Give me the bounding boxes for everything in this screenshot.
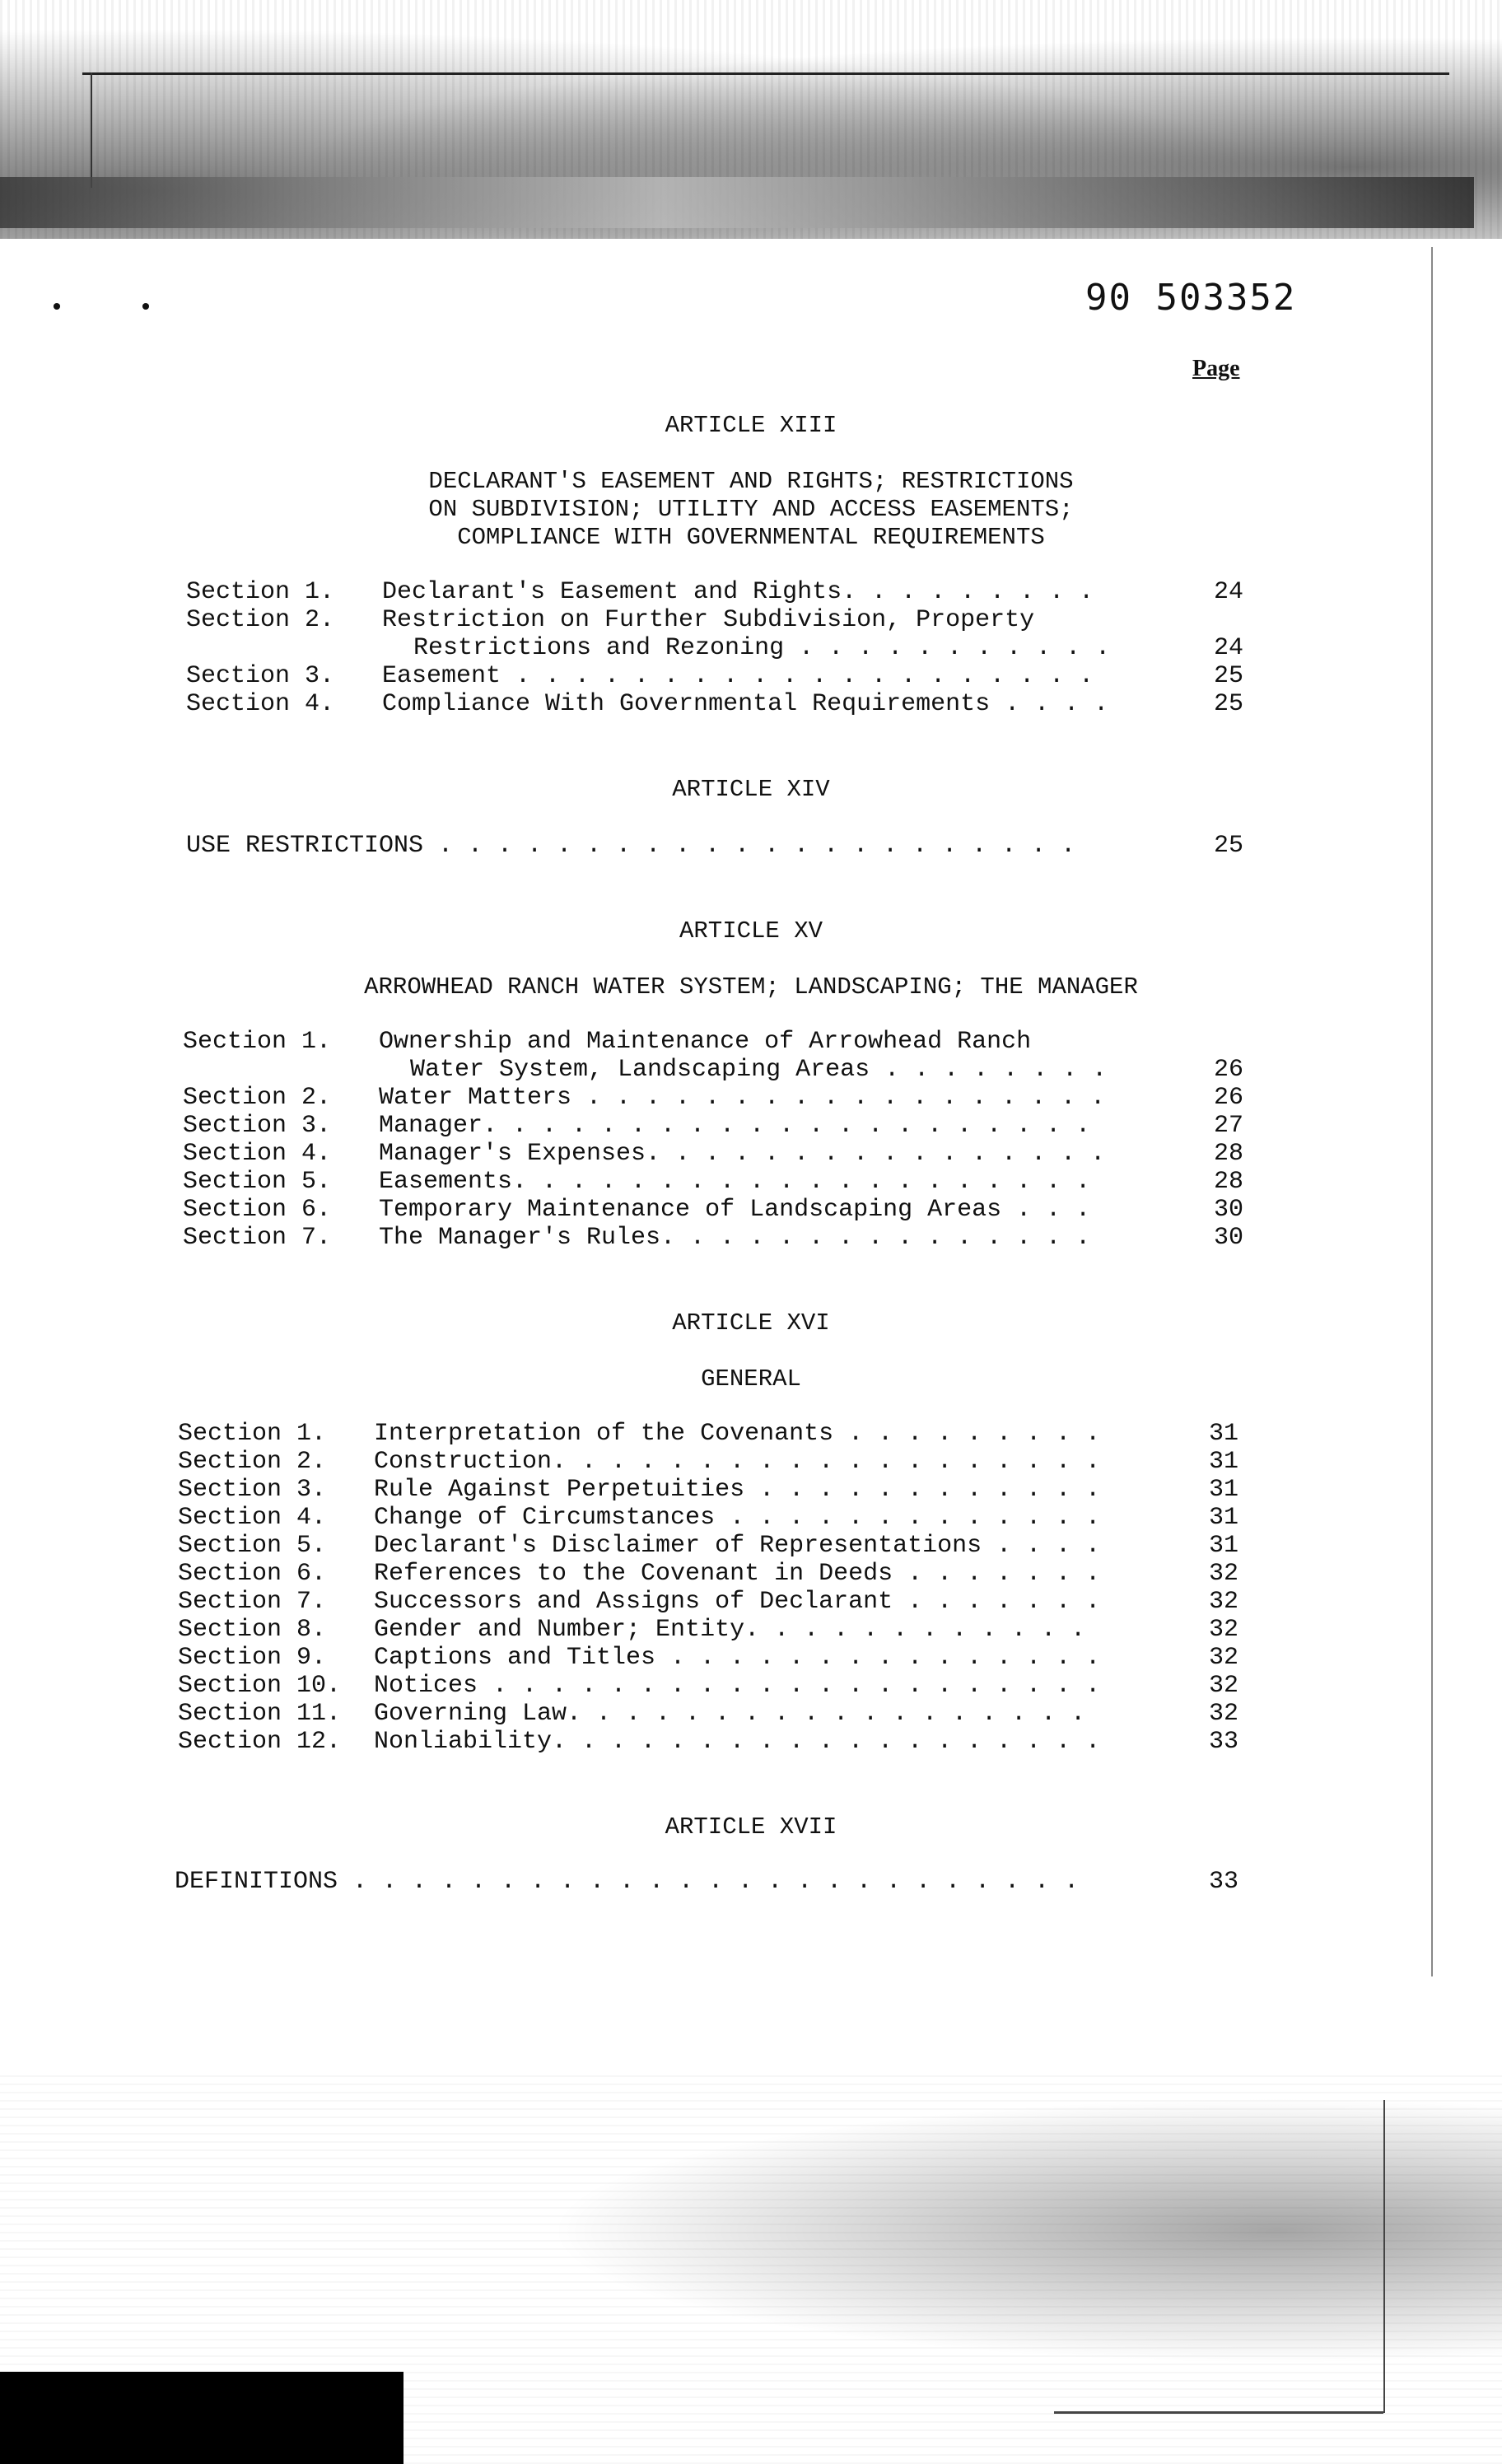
entry-title: Easements. . . . . . . . . . . . . . . . . . . . — [379, 1168, 1091, 1196]
section-number: Section 11. — [178, 1700, 342, 1728]
section-number: Section 7. — [183, 1224, 332, 1252]
section-number: Section 1. — [186, 578, 335, 606]
entry-title: Interpretation of the Covenants . . . . . . . . . — [374, 1420, 1101, 1448]
toc-entry — [186, 690, 1108, 718]
article-heading: ARTICLE XIV — [672, 776, 830, 803]
section-number: Section 4. — [178, 1504, 327, 1532]
page-number: 32 — [1209, 1588, 1239, 1616]
article-heading: ARTICLE XV — [679, 917, 823, 945]
section-number: Section 4. — [183, 1140, 332, 1168]
document-number: 90 503352 — [1085, 277, 1297, 319]
scan-noise-top — [0, 0, 1502, 239]
section-number: Section 8. — [178, 1616, 327, 1644]
page-number: 32 — [1209, 1616, 1239, 1644]
toc-entry — [183, 1112, 1090, 1140]
section-number: Section 10. — [178, 1672, 342, 1700]
page-number: 30 — [1214, 1196, 1244, 1224]
scan-box-edge — [1383, 2100, 1385, 2413]
toc-entry — [186, 606, 1034, 634]
article-subheading: COMPLIANCE WITH GOVERNMENTAL REQUIREMENTS — [457, 524, 1045, 551]
toc-entry — [183, 1224, 1090, 1252]
section-number: Section 12. — [178, 1728, 342, 1756]
toc-entry — [178, 1616, 1085, 1644]
page-number: 25 — [1214, 662, 1244, 690]
article-subheading: DECLARANT'S EASEMENT AND RIGHTS; RESTRICTIONS — [428, 468, 1074, 495]
toc-entry — [178, 1448, 1100, 1476]
entry-title: Captions and Titles . . . . . . . . . . . . . . . — [374, 1644, 1101, 1672]
entry-title: Temporary Maintenance of Landscaping Areas . . . — [379, 1196, 1091, 1224]
page-number: 24 — [1214, 578, 1244, 606]
toc-entry — [178, 1532, 1100, 1560]
entry-title: Governing Law. . . . . . . . . . . . . . . . . . — [374, 1700, 1086, 1728]
toc-entry: USE RESTRICTIONS . . . . . . . . . . . . . . . . . . . . . . — [186, 832, 1076, 860]
page-number: 31 — [1209, 1532, 1239, 1560]
toc-entry — [186, 662, 1094, 690]
article-heading: ARTICLE XVI — [672, 1309, 830, 1337]
page-number: 32 — [1209, 1644, 1239, 1672]
entry-title-continued: Restrictions and Rezoning . . . . . . . . . . . — [413, 634, 1111, 662]
section-number: Section 9. — [178, 1644, 327, 1672]
toc-entry — [183, 1084, 1105, 1112]
entry-title: Declarant's Easement and Rights. . . . . . . . . — [382, 578, 1094, 606]
scan-black-bar — [0, 2372, 403, 2464]
page-number: 31 — [1209, 1448, 1239, 1476]
entry-title: Easement . . . . . . . . . . . . . . . . . . . . — [382, 662, 1094, 690]
toc-entry — [183, 1140, 1105, 1168]
section-number: Section 6. — [178, 1560, 327, 1588]
entry-title: The Manager's Rules. . . . . . . . . . . . . . . — [379, 1224, 1091, 1252]
scan-dark-band — [0, 177, 1474, 228]
section-number: Section 4. — [186, 690, 335, 718]
section-number: Section 6. — [183, 1196, 332, 1224]
entry-title: Change of Circumstances . . . . . . . . . . . . . — [374, 1504, 1101, 1532]
page-number: 32 — [1209, 1560, 1239, 1588]
article-heading: ARTICLE XVII — [665, 1813, 837, 1841]
entry-title: Manager. . . . . . . . . . . . . . . . . . . . . — [379, 1112, 1091, 1140]
toc-entry — [178, 1672, 1100, 1700]
entry-title: References to the Covenant in Deeds . . . . . . . — [374, 1560, 1101, 1588]
toc-entry — [178, 1420, 1100, 1448]
toc-entry — [183, 1028, 1031, 1056]
page-number: 25 — [1214, 690, 1244, 718]
page-number: 32 — [1209, 1700, 1239, 1728]
page-number: 26 — [1214, 1056, 1244, 1084]
toc-entry — [178, 1644, 1100, 1672]
page-number: 30 — [1214, 1224, 1244, 1252]
entry-title: Successors and Assigns of Declarant . . . . . . . — [374, 1588, 1101, 1616]
bullet-marks: • • — [49, 295, 154, 323]
toc-entry — [178, 1476, 1100, 1504]
page-number: 26 — [1214, 1084, 1244, 1112]
page-number: 31 — [1209, 1476, 1239, 1504]
section-number: Section 5. — [178, 1532, 327, 1560]
toc-entry — [183, 1196, 1090, 1224]
section-number: Section 2. — [178, 1448, 327, 1476]
toc-entry — [178, 1728, 1100, 1756]
toc-entry — [183, 1168, 1090, 1196]
entry-title: Construction. . . . . . . . . . . . . . . . . . . — [374, 1448, 1101, 1476]
entry-title: Manager's Expenses. . . . . . . . . . . . . . . . — [379, 1140, 1106, 1168]
entry-title-continued: Water System, Landscaping Areas . . . . . . . . — [410, 1056, 1108, 1084]
scan-box-bottom — [1054, 2411, 1383, 2414]
entry-title: Restriction on Further Subdivision, Property — [382, 606, 1035, 634]
page-number: 32 — [1209, 1672, 1239, 1700]
page-number: 33 — [1209, 1868, 1239, 1896]
section-number: Section 7. — [178, 1588, 327, 1616]
page-number: 33 — [1209, 1728, 1239, 1756]
entry-title: Compliance With Governmental Requirements . . . . — [382, 690, 1109, 718]
section-number: Section 2. — [186, 606, 335, 634]
section-number: Section 3. — [183, 1112, 332, 1140]
page-number: 25 — [1214, 832, 1244, 860]
page-column-label: Page — [1192, 356, 1240, 381]
toc-entry — [186, 578, 1094, 606]
toc-entry — [178, 1588, 1100, 1616]
section-number: Section 1. — [183, 1028, 332, 1056]
section-number: Section 3. — [178, 1476, 327, 1504]
entry-title: Notices . . . . . . . . . . . . . . . . . . . . . — [374, 1672, 1101, 1700]
article-subheading: ARROWHEAD RANCH WATER SYSTEM; LANDSCAPING; THE MANAGER — [364, 973, 1138, 1001]
entry-title: Water Matters . . . . . . . . . . . . . . . . . . — [379, 1084, 1106, 1112]
page-number: 27 — [1214, 1112, 1244, 1140]
entry-title: Declarant's Disclaimer of Representations . . . . — [374, 1532, 1101, 1560]
section-number: Section 3. — [186, 662, 335, 690]
toc-entry: DEFINITIONS . . . . . . . . . . . . . . . . . . . . . . . . . — [175, 1868, 1080, 1896]
page-number: 31 — [1209, 1420, 1239, 1448]
scan-rule-left — [91, 72, 92, 188]
page-number: 24 — [1214, 634, 1244, 662]
section-number: Section 2. — [183, 1084, 332, 1112]
toc-entry — [178, 1504, 1100, 1532]
article-subheading: ON SUBDIVISION; UTILITY AND ACCESS EASEMENTS; — [428, 496, 1074, 523]
page-number: 28 — [1214, 1140, 1244, 1168]
entry-title: Rule Against Perpetuities . . . . . . . . . . . . — [374, 1476, 1101, 1504]
entry-title: Nonliability. . . . . . . . . . . . . . . . . . . — [374, 1728, 1101, 1756]
section-number: Section 5. — [183, 1168, 332, 1196]
section-number: Section 1. — [178, 1420, 327, 1448]
entry-title: Ownership and Maintenance of Arrowhead Ranch — [379, 1028, 1032, 1056]
article-subheading: GENERAL — [701, 1365, 801, 1393]
page-number: 28 — [1214, 1168, 1244, 1196]
toc-entry — [178, 1700, 1085, 1728]
toc-entry — [178, 1560, 1100, 1588]
page-number: 31 — [1209, 1504, 1239, 1532]
article-heading: ARTICLE XIII — [665, 412, 837, 439]
scan-rule-top — [82, 72, 1449, 75]
entry-title: Gender and Number; Entity. . . . . . . . . . . . — [374, 1616, 1086, 1644]
